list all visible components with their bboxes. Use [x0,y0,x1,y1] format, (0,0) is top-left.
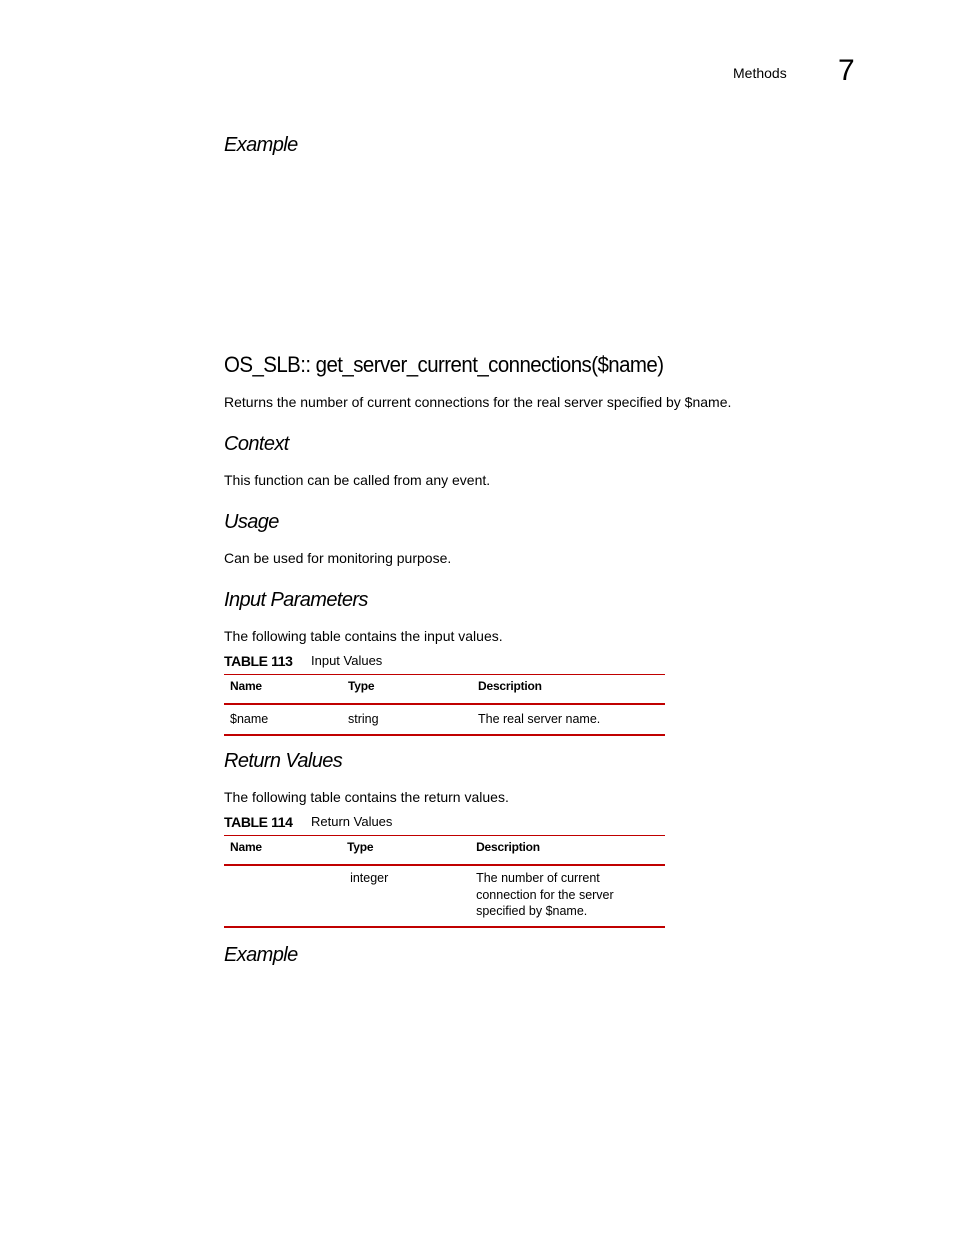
context-text: This function can be called from any event. [224,472,491,488]
return-intro-text: The following table contains the return values. [224,789,509,805]
column-header-description: Description [476,840,540,854]
cell-description: The real server name. [478,712,601,726]
return-values-table [224,835,665,928]
input-parameters-heading: Input Parameters [224,589,368,611]
return-values-heading: Return Values [224,750,343,772]
table-114-title: Return Values [311,814,393,829]
method-description: Returns the number of current connections for the real server specified by $name. [224,394,732,410]
usage-heading: Usage [224,511,279,533]
table-row [224,865,665,927]
method-title: OS_SLB:: get_server_current_connections($name) [224,352,664,377]
cell-name: $name [230,712,269,726]
usage-text: Can be used for monitoring purpose. [224,550,452,566]
cell-type: integer [350,871,389,885]
context-heading: Context [224,433,289,455]
table-113-label: TABLE 113 [224,653,293,669]
input-intro-text: The following table contains the input values. [224,628,503,644]
column-header-description: Description [478,679,542,693]
table-header-row [224,836,665,866]
cell-name [224,865,341,927]
column-header-type: Type [347,840,374,854]
running-title: Methods [733,65,787,81]
example-heading-bottom: Example [224,944,298,966]
table-113-caption [224,653,383,669]
table-row [224,704,665,735]
column-header-type: Type [348,679,375,693]
input-values-table [224,674,665,736]
table-header-row [224,675,665,705]
table-114-caption [224,814,393,830]
cell-description: The number of current connection for the server specified by $name. [476,871,614,918]
chapter-number: 7 [838,54,855,87]
example-heading-top: Example [224,134,298,156]
table-113-title: Input Values [311,653,383,668]
column-header-name: Name [230,840,262,854]
table-114-label: TABLE 114 [224,814,293,830]
column-header-name: Name [230,679,262,693]
cell-type: string [348,712,379,726]
